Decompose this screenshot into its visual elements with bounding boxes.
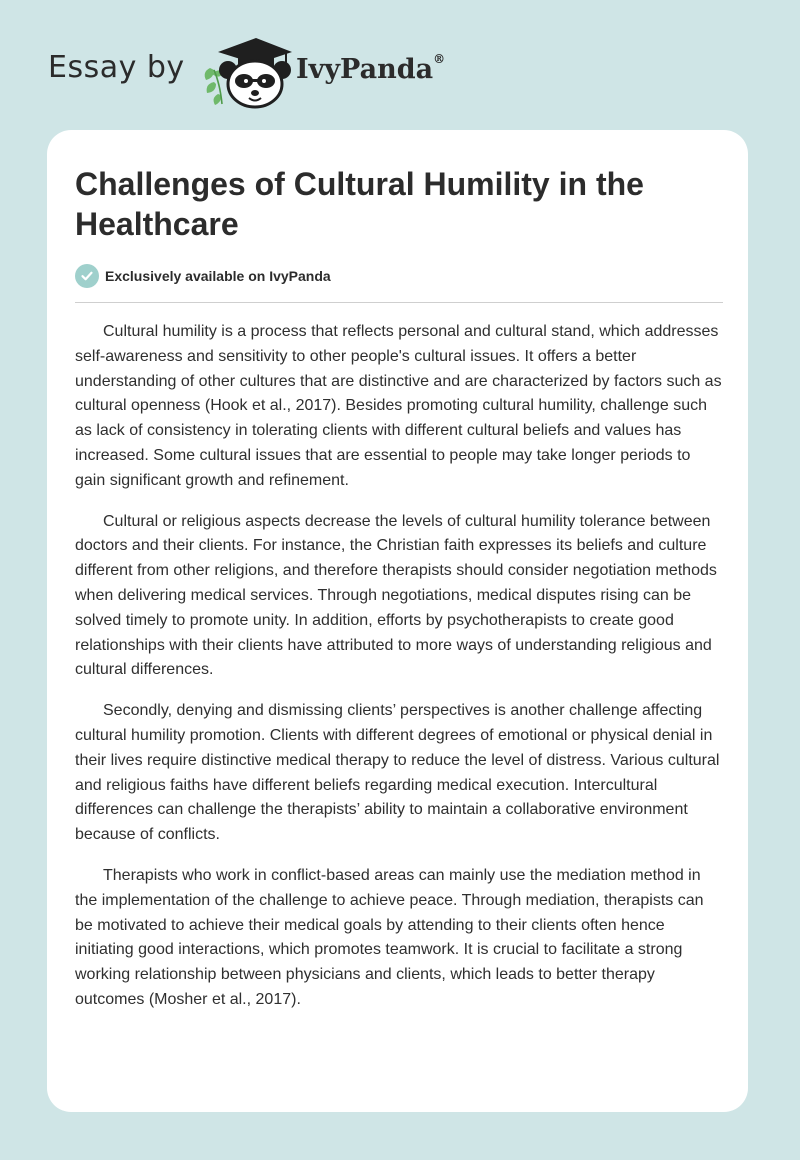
divider xyxy=(75,302,723,303)
check-circle-icon xyxy=(75,264,99,288)
panda-graduation-cap-icon[interactable] xyxy=(200,34,296,110)
brand-name: IvyPanda xyxy=(296,54,434,85)
badge-label: Exclusively available on IvyPanda xyxy=(105,268,331,284)
page-title: Challenges of Cultural Humility in the Healthcare xyxy=(75,166,644,242)
brand-logo-text[interactable] xyxy=(296,54,445,85)
paragraph: Therapists who work in conflict-based areas can mainly use the mediation method in the implementation of the challenge to achieve peace. Through mediation, therapists can be motivated to achieve their medical goals by attending to their clients often hence initiating good interactions, which promotes teamwork. It is crucial to facilitate a strong working relationship between physicians and clients, which leads to better therapy outcomes (Mosher et al., 2017). xyxy=(75,866,704,1008)
essay-card xyxy=(47,130,748,1112)
site-header xyxy=(0,0,800,130)
essay-by-label: Essay by xyxy=(48,50,185,85)
paragraph: Secondly, denying and dismissing clients’ perspectives is another challenge affecting cultural humility promotion. Clients with different degrees of emotional or physical denial in their lives require distinctive medical therapy to reduce the level of distress. Various cultural and religious faiths have different beliefs regarding medical execution. Intercultural differences can challenge the therapists’ ability to maintain a collaborative environment because of conflicts. xyxy=(75,702,720,844)
registered-mark: ® xyxy=(433,52,446,66)
essay-body xyxy=(75,320,725,1029)
paragraph: Cultural or religious aspects decrease the levels of cultural humility tolerance between doctors and their clients. For instance, the Christian faith expresses its beliefs and culture different from other religions, and therefore therapists should consider negotiation methods when delivering medical services. Through negotiations, medical disputes rising can be solved timely to promote unity. In addition, efforts by psychotherapists to create good relationships with their clients have attributed to more ways of understanding religious and cultural differences. xyxy=(75,512,717,679)
exclusive-badge xyxy=(75,264,331,288)
paragraph: Cultural humility is a process that reflects personal and cultural stand, which addresses self-awareness and sensitivity to other people's cultural issues. It offers a better understanding of other cultures that are distinctive and are characterized by factors such as cultural openness (Hook et al., 2017). Besides promoting cultural humility, challenge such as lack of consistency in tolerating clients with different cultural beliefs and values has increased. Some cultural issues that are essential to people may take longer periods to gain significant growth and refinement. xyxy=(75,323,722,489)
